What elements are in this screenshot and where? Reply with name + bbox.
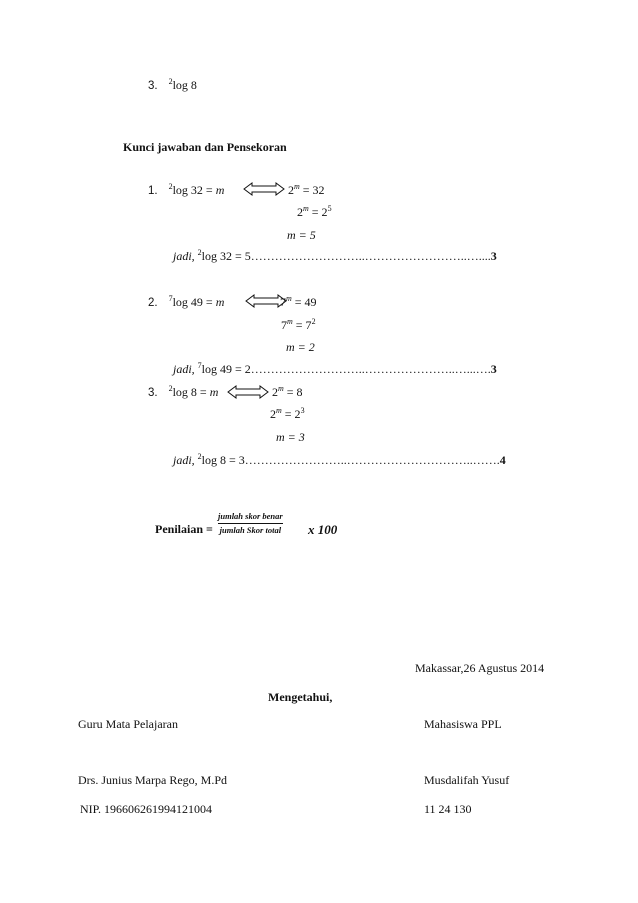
answer-3-equation (148, 386, 218, 400)
left-id: NIP. 196606261994121004 (80, 802, 213, 816)
fraction-bar (218, 523, 283, 524)
variable: m (215, 183, 225, 197)
jadi-line (173, 250, 497, 262)
log-base: 2 (168, 77, 173, 86)
log-expression: log 8 = (172, 385, 210, 399)
dot-leader: ………………………..……………………..….... (250, 249, 491, 263)
step-line (272, 386, 303, 398)
step-rexp: 5 (327, 204, 332, 213)
times-100: x 100 (308, 522, 338, 537)
step-exp: m (303, 204, 309, 213)
double-arrow-icon (242, 182, 286, 196)
step-base: 7 (281, 318, 287, 332)
jadi-expression: log 49 = 2 (201, 362, 251, 376)
step-rest: = 32 (299, 183, 325, 197)
fraction-numerator: jumlah skor benar (218, 511, 283, 521)
jadi-base: 7 (197, 361, 202, 370)
answer-1-equation (148, 184, 224, 198)
step-result: m = 2 (286, 340, 315, 354)
step-exp: m (276, 406, 282, 415)
penilaian-multiplier (308, 523, 337, 536)
step-rest: = 2 (308, 205, 328, 219)
jadi-base: 2 (197, 248, 202, 257)
variable: m (209, 385, 219, 399)
step-rest: = 49 (291, 295, 317, 309)
step-line (288, 184, 325, 196)
jadi-line (173, 363, 497, 375)
step-rest: = 8 (283, 385, 303, 399)
step-rexp: 3 (300, 406, 305, 415)
score: 3 (490, 362, 497, 376)
mengetahui-label: Mengetahui, (268, 690, 333, 704)
log-expression: log 32 = (172, 183, 216, 197)
right-role: Mahasiswa PPL (424, 717, 502, 731)
step-line (280, 296, 317, 308)
section-title: Kunci jawaban dan Pensekoran (123, 140, 287, 154)
step-base: 2 (297, 205, 303, 219)
jadi-expression: log 32 = 5 (201, 249, 251, 263)
jadi-base: 2 (197, 452, 202, 461)
step-line (297, 206, 332, 218)
step-base: 2 (288, 183, 294, 197)
score-fraction (218, 512, 283, 534)
log-base: 2 (168, 384, 173, 393)
jadi-line (173, 454, 506, 466)
step-line (281, 319, 316, 331)
step-exp: m (286, 294, 292, 303)
left-role: Guru Mata Pelajaran (78, 717, 178, 731)
dot-leader: ………………………..…………………..…...…. (250, 362, 491, 376)
double-arrow-icon (226, 385, 270, 399)
top-item (148, 79, 197, 93)
log-base: 2 (168, 182, 173, 191)
log-base: 7 (168, 294, 173, 303)
place-date: Makassar,26 Agustus 2014 (415, 661, 545, 675)
answer-number: 3. (148, 387, 158, 399)
step-exp: m (294, 182, 300, 191)
step-result: m = 3 (276, 430, 305, 444)
variable: m (215, 295, 225, 309)
step-rest: = 7 (292, 318, 312, 332)
answer-number: 2. (148, 297, 158, 309)
fraction-denominator: jumlah Skor total (219, 524, 282, 535)
right-name: Musdalifah Yusuf (424, 773, 510, 787)
score: 4 (499, 453, 506, 467)
answer-2-equation (148, 296, 224, 310)
step-base: 2 (272, 385, 278, 399)
step-result: m = 5 (287, 228, 316, 242)
log-expression: log 8 (172, 78, 197, 92)
penilaian-label: Penilaian = (155, 522, 213, 536)
step-base: 7 (280, 295, 286, 309)
left-name: Drs. Junius Marpa Rego, M.Pd (78, 773, 227, 787)
log-expression: log 49 = (172, 295, 216, 309)
step-line (270, 408, 305, 420)
jadi-label: jadi, (173, 453, 195, 467)
jadi-label: jadi, (173, 362, 195, 376)
jadi-expression: log 8 = 3 (201, 453, 245, 467)
step-exp: m (278, 384, 284, 393)
step-base: 2 (270, 407, 276, 421)
step-rexp: 2 (311, 317, 316, 326)
dot-leader: ……………………..…………………………..……. (244, 453, 500, 467)
score: 3 (490, 249, 497, 263)
answer-number: 1. (148, 185, 158, 197)
right-id: 11 24 130 (424, 802, 472, 816)
step-rest: = 2 (281, 407, 301, 421)
jadi-label: jadi, (173, 249, 195, 263)
item-number: 3. (148, 80, 158, 92)
step-exp: m (287, 317, 293, 326)
